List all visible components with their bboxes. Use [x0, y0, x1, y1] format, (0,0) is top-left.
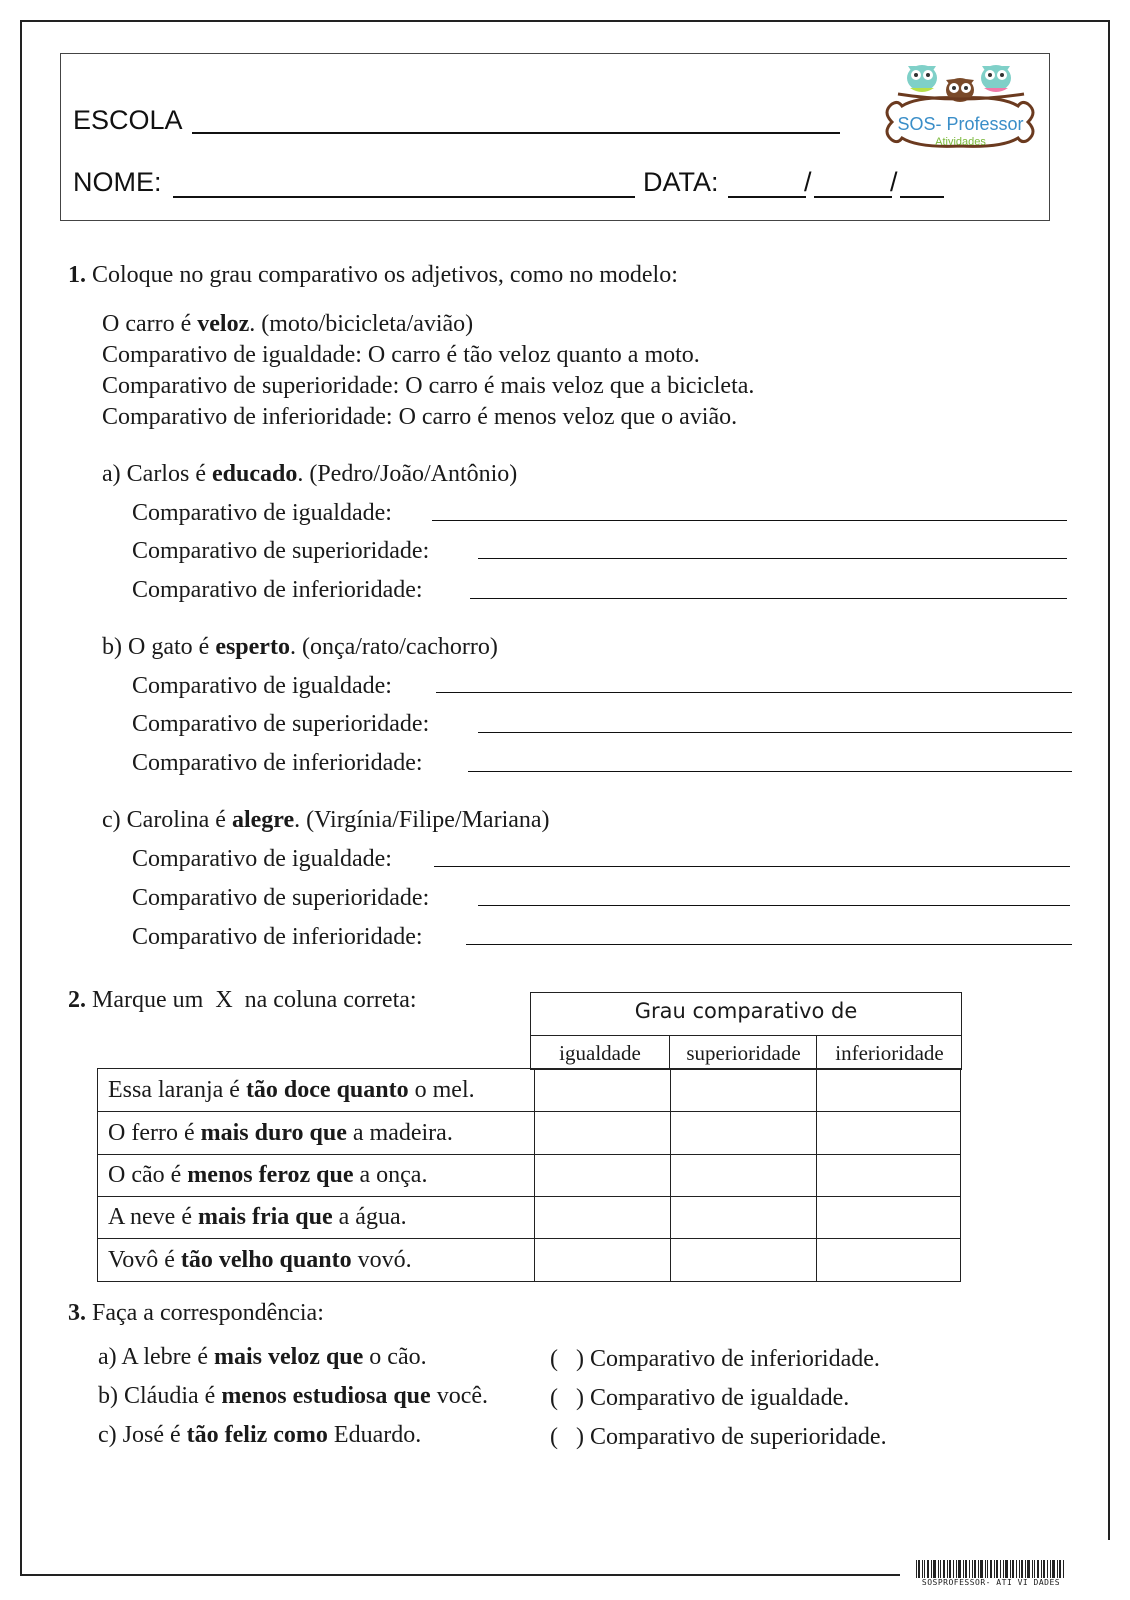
table-row	[98, 1197, 961, 1239]
answer-cell[interactable]	[534, 1155, 671, 1197]
q3-left-b: b) Cláudia é menos estudiosa que você.	[98, 1383, 488, 1409]
date-year-field[interactable]	[900, 196, 944, 198]
page-border-left	[20, 20, 22, 1574]
q1-instruction-text: Coloque no grau comparativo os adjetivos, como no modelo:	[92, 262, 678, 288]
table-row	[98, 1155, 961, 1197]
answer-cell[interactable]	[671, 1197, 817, 1239]
answer-line[interactable]	[436, 692, 1072, 693]
date-separator: /	[804, 167, 812, 197]
answer-cell[interactable]	[534, 1112, 671, 1155]
q2-instruction: 2. Marque um X na coluna correta:	[68, 987, 417, 1013]
date-separator: /	[890, 167, 898, 197]
answer-cell[interactable]	[534, 1069, 671, 1112]
q3-option-igualdade[interactable]: ( ) Comparativo de igualdade.	[550, 1385, 850, 1411]
label-igualdade: Comparativo de igualdade:	[132, 846, 392, 872]
column-header-igualdade: igualdade	[531, 1035, 669, 1070]
table-row	[98, 1069, 961, 1112]
answer-line[interactable]	[478, 732, 1072, 733]
question-number: 1.	[68, 262, 86, 288]
table-title: Grau comparativo de	[634, 999, 858, 1023]
table-row	[98, 1112, 961, 1155]
date-month-field[interactable]	[814, 196, 892, 198]
model-sentence: O carro é veloz. (moto/bicicleta/avião)	[102, 311, 474, 337]
model-igualdade: Comparativo de igualdade: O carro é tão veloz quanto a moto.	[102, 342, 700, 368]
label-superioridade: Comparativo de superioridade:	[132, 711, 430, 737]
label-igualdade: Comparativo de igualdade:	[132, 673, 392, 699]
q3-instruction: 3. Faça a correspondência:	[68, 1300, 324, 1326]
label-superioridade: Comparativo de superioridade:	[132, 538, 430, 564]
answer-cell[interactable]	[671, 1155, 817, 1197]
date-day-field[interactable]	[728, 196, 806, 198]
logo-title: SOS- Professor	[897, 114, 1024, 134]
date-label: DATA:	[643, 167, 719, 197]
label-inferioridade: Comparativo de inferioridade:	[132, 750, 423, 776]
answer-line[interactable]	[478, 558, 1067, 559]
answer-cell[interactable]	[534, 1197, 671, 1239]
q1-item-a: a) Carlos é educado. (Pedro/João/Antônio)	[102, 461, 518, 487]
page-border-top	[20, 20, 1110, 22]
question-number: 2.	[68, 987, 86, 1013]
name-label: NOME:	[73, 167, 162, 197]
answer-cell[interactable]	[671, 1069, 817, 1112]
q1-item-b: b) O gato é esperto. (onça/rato/cachorro)	[102, 634, 498, 660]
label-superioridade: Comparativo de superioridade:	[132, 885, 430, 911]
answer-line[interactable]	[434, 866, 1070, 867]
q1-item-c: c) Carolina é alegre. (Virgínia/Filipe/Mariana)	[102, 807, 550, 833]
answer-line[interactable]	[470, 598, 1067, 599]
answer-line[interactable]	[478, 905, 1070, 906]
answer-cell[interactable]	[534, 1239, 671, 1282]
barcode-icon	[916, 1560, 1066, 1578]
q3-option-superioridade[interactable]: ( ) Comparativo de superioridade.	[550, 1424, 887, 1450]
answer-cell[interactable]	[817, 1069, 961, 1112]
answer-table	[97, 1068, 961, 1282]
answer-line[interactable]	[466, 944, 1072, 945]
row-sentence: O cão é menos feroz que a onça.	[98, 1155, 535, 1197]
row-sentence: O ferro é mais duro que a madeira.	[98, 1112, 535, 1155]
label-inferioridade: Comparativo de inferioridade:	[132, 924, 423, 950]
column-header-superioridade: superioridade	[669, 1035, 817, 1070]
page-border-bottom	[20, 1574, 900, 1576]
answer-line[interactable]	[432, 520, 1067, 521]
answer-line[interactable]	[468, 771, 1072, 772]
column-header-inferioridade: inferioridade	[816, 1035, 962, 1070]
row-sentence: Essa laranja é tão doce quanto o mel.	[98, 1069, 535, 1112]
answer-cell[interactable]	[817, 1155, 961, 1197]
question-number: 3.	[68, 1300, 86, 1326]
answer-cell[interactable]	[671, 1112, 817, 1155]
answer-cell[interactable]	[817, 1239, 961, 1282]
school-label: ESCOLA	[73, 105, 183, 135]
answer-cell[interactable]	[817, 1112, 961, 1155]
model-inferioridade: Comparativo de inferioridade: O carro é menos veloz que o avião.	[102, 404, 738, 430]
q3-option-inferioridade[interactable]: ( ) Comparativo de inferioridade.	[550, 1346, 880, 1372]
row-sentence: Vovô é tão velho quanto vovó.	[98, 1239, 535, 1282]
school-field[interactable]	[192, 132, 840, 134]
row-sentence: A neve é mais fria que a água.	[98, 1197, 535, 1239]
model-superioridade: Comparativo de superioridade: O carro é mais veloz que a bicicleta.	[102, 373, 755, 399]
logo-subtitle: Atividades	[935, 136, 986, 148]
table-row	[98, 1239, 961, 1282]
answer-cell[interactable]	[671, 1239, 817, 1282]
q3-left-a: a) A lebre é mais veloz que o cão.	[98, 1344, 427, 1370]
q3-left-c: c) José é tão feliz como Eduardo.	[98, 1422, 422, 1448]
q1-instruction	[68, 262, 678, 289]
label-inferioridade: Comparativo de inferioridade:	[132, 577, 423, 603]
name-field[interactable]	[173, 196, 635, 198]
page-border-right	[1108, 20, 1110, 1540]
label-igualdade: Comparativo de igualdade:	[132, 500, 392, 526]
sos-professor-logo	[878, 60, 1043, 172]
table-header	[530, 992, 962, 1070]
barcode-label: SOSPROFESSOR- ATI VI DADES	[921, 1578, 1061, 1587]
answer-cell[interactable]	[817, 1197, 961, 1239]
